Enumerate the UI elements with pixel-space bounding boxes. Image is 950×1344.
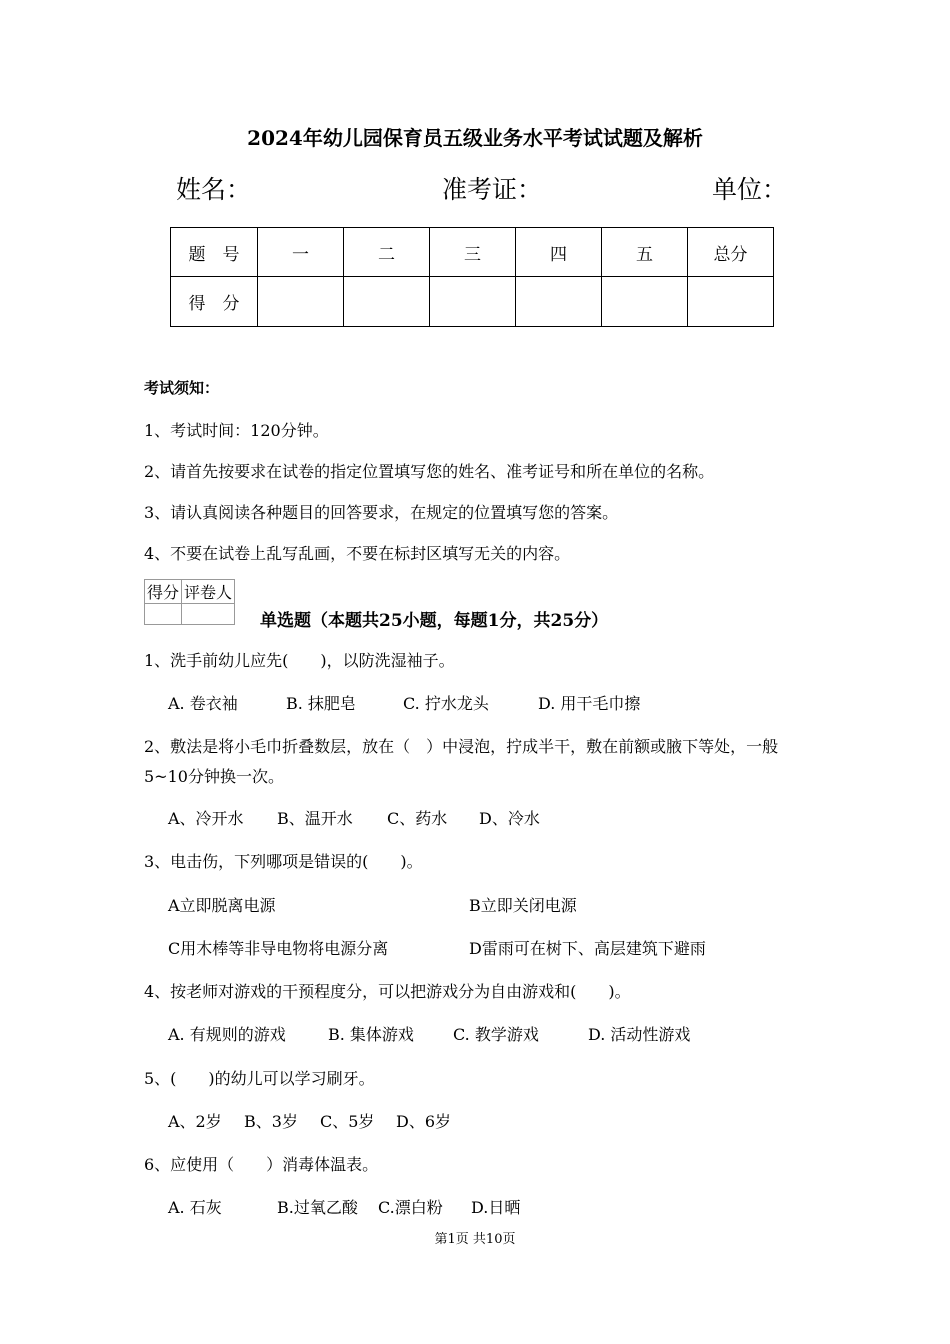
q4-option-c[interactable]: C. 教学游戏 (453, 1025, 539, 1044)
score-cell[interactable] (688, 277, 774, 327)
score-cell[interactable] (602, 277, 688, 327)
q2-option-c[interactable]: C、药水 (387, 809, 448, 828)
score-cell[interactable] (344, 277, 430, 327)
q2-option-b[interactable]: B、温开水 (277, 809, 353, 828)
q6-option-b[interactable]: B.过氧乙酸 (277, 1198, 358, 1217)
q4-option-b[interactable]: B. 集体游戏 (328, 1025, 414, 1044)
page-footer: 第1页 共10页 (434, 1232, 516, 1247)
q1-option-b[interactable]: B. 抹肥皂 (286, 694, 356, 713)
score-table (170, 227, 774, 327)
unit-field-label: 单位： (712, 175, 788, 204)
score-table-header-cell: 二 (344, 228, 430, 277)
score-table-header-cell: 一 (258, 228, 344, 277)
q5-option-a[interactable]: A、2岁 (168, 1112, 222, 1131)
question-4: 4、按老师对游戏的干预程度分，可以把游戏分为自由游戏和( )。 (144, 982, 631, 1001)
q6-option-d[interactable]: D.日晒 (471, 1198, 521, 1217)
grader-box (144, 579, 235, 625)
page-title: 2024年幼儿园保育员五级业务水平考试试题及解析 (247, 126, 703, 150)
score-table-score-row (171, 277, 774, 327)
q2-option-a[interactable]: A、冷开水 (168, 809, 244, 828)
score-cell[interactable] (516, 277, 602, 327)
score-table-header-cell: 五 (602, 228, 688, 277)
score-table-header-cell: 总分 (688, 228, 774, 277)
q3-option-c[interactable]: C用木棒等非导电物将电源分离 (168, 939, 389, 958)
q5-option-d[interactable]: D、6岁 (396, 1112, 452, 1131)
q1-option-c[interactable]: C. 拧水龙头 (403, 694, 489, 713)
exam-id-field-label: 准考证： (442, 175, 543, 204)
q4-option-a[interactable]: A. 有规则的游戏 (168, 1025, 286, 1044)
notice-item: 4、不要在试卷上乱写乱画，不要在标封区填写无关的内容。 (144, 544, 571, 563)
q1-option-d[interactable]: D. 用干毛巾擦 (538, 694, 641, 713)
q3-option-a[interactable]: A立即脱离电源 (168, 896, 276, 915)
question-1: 1、洗手前幼儿应先( )，以防洗湿袖子。 (144, 651, 455, 670)
grader-score-cell[interactable] (145, 604, 182, 625)
q2-option-d[interactable]: D、冷水 (479, 809, 540, 828)
notice-item: 3、请认真阅读各种题目的回答要求，在规定的位置填写您的答案。 (144, 503, 619, 522)
question-2-continued: 5~10分钟换一次。 (144, 767, 284, 786)
score-table-header-cell: 题 号 (171, 228, 258, 277)
notice-item: 1、考试时间：120分钟。 (144, 421, 329, 440)
score-table-header-row (171, 228, 774, 277)
question-5: 5、( )的幼儿可以学习刷牙。 (144, 1069, 375, 1088)
question-6: 6、应使用（ ）消毒体温表。 (144, 1155, 379, 1174)
notice-item: 2、请首先按要求在试卷的指定位置填写您的姓名、准考证号和所在单位的名称。 (144, 462, 715, 481)
score-row-label: 得 分 (171, 277, 258, 327)
grader-name-label: 评卷人 (182, 580, 235, 604)
grader-score-label: 得分 (145, 580, 182, 604)
q6-option-a[interactable]: A. 石灰 (168, 1198, 222, 1217)
q1-option-a[interactable]: A. 卷衣袖 (168, 694, 238, 713)
section-title: 单选题（本题共25小题，每题1分，共25分） (260, 611, 609, 631)
q4-option-d[interactable]: D. 活动性游戏 (588, 1025, 691, 1044)
question-3: 3、电击伤，下列哪项是错误的( )。 (144, 852, 423, 871)
q5-option-b[interactable]: B、3岁 (244, 1112, 298, 1131)
score-table-header-cell: 四 (516, 228, 602, 277)
grader-name-cell[interactable] (182, 604, 235, 625)
score-table-header-cell: 三 (430, 228, 516, 277)
q5-option-c[interactable]: C、5岁 (320, 1112, 375, 1131)
name-field-label: 姓名： (176, 175, 252, 204)
score-cell[interactable] (430, 277, 516, 327)
question-2: 2、敷法是将小毛巾折叠数层，放在（ ）中浸泡，拧成半干，敷在前额或腋下等处，一般 (144, 737, 779, 756)
q3-option-b[interactable]: B立即关闭电源 (469, 896, 577, 915)
notice-heading: 考试须知： (144, 379, 220, 397)
score-cell[interactable] (258, 277, 344, 327)
q3-option-d[interactable]: D雷雨可在树下、高层建筑下避雨 (469, 939, 706, 958)
q6-option-c[interactable]: C.漂白粉 (378, 1198, 443, 1217)
